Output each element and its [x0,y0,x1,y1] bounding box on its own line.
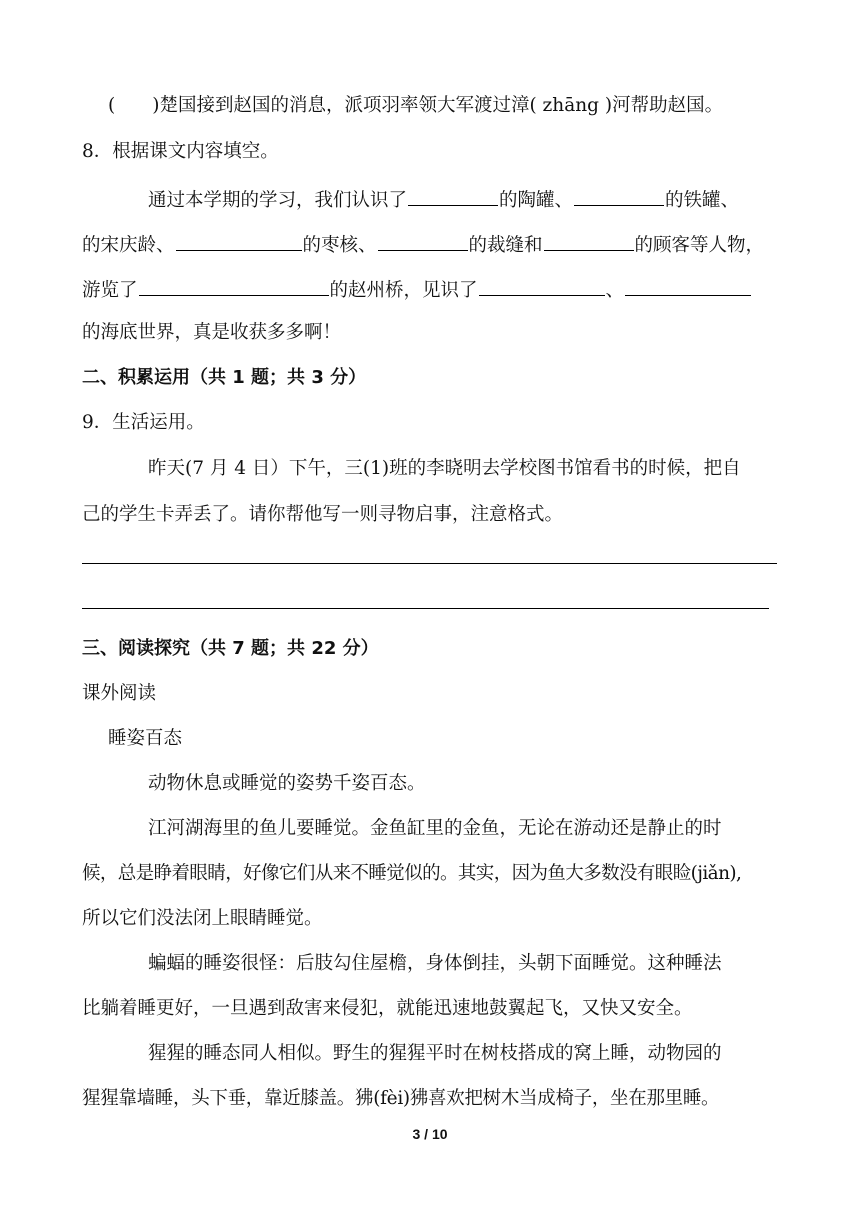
fill-blank[interactable] [544,230,634,251]
fill-blank[interactable] [408,185,498,206]
reading-paragraph: 所以它们没法闭上眼睛睡觉。 [82,908,323,929]
fill-blank[interactable] [479,275,605,296]
section-heading: 二、积累运用（共 1 题；共 3 分） [82,367,367,388]
fill-blank[interactable] [176,230,302,251]
fill-blank[interactable] [625,275,751,296]
reading-paragraph: 比躺着睡更好，一旦遇到敌害来侵犯，就能迅速地鼓翼起飞，又快又安全。 [82,998,693,1019]
reading-paragraph: 江河湖海里的鱼儿要睡觉。金鱼缸里的金鱼，无论在游动还是静止的时 [148,818,722,839]
answer-line[interactable] [82,563,777,564]
answer-line[interactable] [82,608,769,609]
q7-option-text: 楚国接到赵国的消息，派项羽率领大军渡过漳( zhāng )河帮助赵国。 [159,95,724,116]
reading-label: 课外阅读 [82,683,157,704]
q7-option-line [108,93,723,119]
fill-blank[interactable] [378,230,468,251]
q8-line-3: 游览了 的赵州桥，见识了 、 [82,275,752,304]
reading-title: 睡姿百态 [108,728,183,749]
q8-line-4: 的海底世界，真是收获多多啊！ [82,322,342,343]
answer-parentheses: ( ) [108,95,160,116]
section-heading: 三、阅读探究（共 7 题；共 22 分） [82,638,379,659]
reading-paragraph: 猩猩靠墙睡，头下垂，靠近膝盖。狒(fèi)狒喜欢把树木当成椅子，坐在那里睡。 [82,1088,720,1109]
q8-line-2: 的宋庆龄、 的枣核、 的裁缝和 的顾客等人物， [82,230,764,259]
fill-blank[interactable] [574,185,664,206]
reading-paragraph: 动物休息或睡觉的姿势千姿百态。 [148,773,426,794]
q9-paragraph: 昨天(7 月 4 日）下午，三(1)班的李晓明去学校图书馆看书的时候，把自 [148,458,741,479]
reading-paragraph: 候，总是睁着眼睛，好像它们从来不睡觉似的。其实，因为鱼大多数没有眼睑(jiǎn), [82,863,742,884]
reading-paragraph: 蝙蝠的睡姿很怪：后肢勾住屋檐，身体倒挂，头朝下面睡觉。这种睡法 [148,953,722,974]
q8-line-1: 通过本学期的学习，我们认识了 的陶罐、 的铁罐、 [148,185,739,214]
page-number: 3 / 10 [412,1126,448,1142]
q9-paragraph: 己的学生卡弄丢了。请你帮他写一则寻物启事，注意格式。 [82,504,564,525]
q9-title: 9．生活运用。 [82,412,205,433]
reading-paragraph: 猩猩的睡态同人相似。野生的猩猩平时在树枝搭成的窝上睡，动物园的 [148,1043,722,1064]
fill-blank[interactable] [139,275,329,296]
q8-title: 8．根据课文内容填空。 [82,141,279,162]
